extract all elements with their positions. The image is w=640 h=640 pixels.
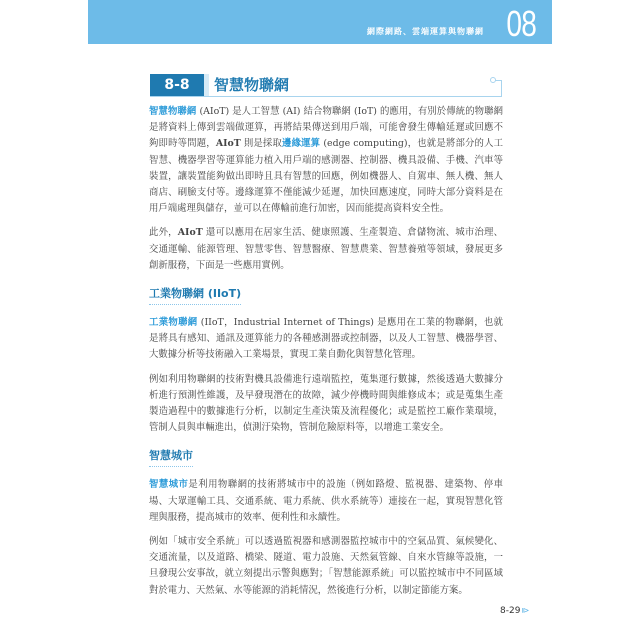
intro-paragraph-2: 此外，AIoT 還可以應用在居家生活、健康照護、生產製造、倉儲物流、城市治理、交通運輸、能源管理、智慧零售、智慧醫療、智慧農業、智慧養殖等領域，發展更多創新服務，下面是一些應用實例。 <box>149 227 503 271</box>
sound-wave-icon: ⧐ <box>521 606 530 615</box>
term-smart-city: 智慧城市 <box>149 479 189 491</box>
page-body <box>149 104 503 607</box>
iiot-paragraph-2: 例如利用物聯網的技術對機具設備進行遠端監控，蒐集運行數據，然後透過大數據分析進行預測性維護，及早發現潛在的故障，減少停機時間與維修成本；或是蒐集生產製造過程中的數據進行分析，以制定生產決策及流程優化；或是監控工廠作業環境，管制人員與車輛進出，偵測汙染物，管制危險原料等，以增進工業安全。 <box>149 373 503 434</box>
section-number: 8-8 <box>150 74 204 96</box>
term-edge-computing: 邊緣運算 <box>282 138 321 150</box>
chapter-number: 08 <box>506 3 536 44</box>
circle-decoration-icon <box>490 77 496 83</box>
term-aiot: 智慧物聯網 <box>149 106 197 117</box>
section-title: 智慧物聯網 <box>214 76 290 94</box>
smart-city-paragraph-2: 例如「城市安全系統」可以透過監視器和感測器監控城市中的空氣品質、氣候變化、交通流量，以及道路、橋梁、隧道、電力設施、天然氣管線、自來水管線等設施，一旦發現公安事故，就立刻提出示警與應對；「智慧能源系統」可以監控城市中不同區域對於電力、天然氣、水等能源的消耗情況，然後進行分析，以制定節能方案。 <box>149 536 503 596</box>
chapter-title: 網際網路、雲端運算與物聯網 <box>367 27 484 36</box>
iiot-paragraph-1: 工業物聯網 (IIoT，Industrial Internet of Things) 是應用在工業的物聯網，也就是將具有感知、通訊及運算能力的各種感測器或控制器，以及人工智慧、機器學習、大數據分析等技術融入工業場景，實現工業自動化與智慧化管理。 <box>149 317 503 361</box>
section-number-shadow <box>204 74 209 96</box>
intro-paragraph-1: 智慧物聯網 (AIoT) 是人工智慧 (AI) 結合物聯網 (IoT) 的應用，有別於傳統的物聯網是將資料上傳到雲端做運算，再將結果傳送到用戶端，可能會發生傳輸延遲或回應不夠即時等問題，AIoT 則是採取邊緣運算 (edge computing)，也就是將部分的人工智慧、機器學習等運算能力植入用戶端的感測器、控制器、機具設備、手機、汽車等裝置，讓裝置能夠做出即時且具有智慧的回應，例如機器人、自駕車、無人機、無人商店、刷臉支付等。邊緣運算不僅能減少延遲，加快回應速度，同時大部分資料是在用戶端處理與儲存，並可以在傳輸前進行加密，因而能提高資料安全性。 <box>149 106 503 215</box>
page-number: 8-29⧐ <box>500 606 530 616</box>
term-iiot: 工業物聯網 <box>149 317 198 329</box>
smart-city-paragraph-1: 智慧城市是利用物聯網的技術將城市中的設施（例如路燈、監視器、建築物、停車場、大眾運輸工具、交通系統、電力系統、供水系統等）連接在一起，實現智慧化管理與服務，提高城市的效率、便利性和永續性。 <box>149 479 503 523</box>
section-heading <box>150 74 502 97</box>
chapter-banner <box>88 0 552 44</box>
subheading-iiot: 工業物聯網 (IIoT) <box>149 286 241 305</box>
subheading-smart-city: 智慧城市 <box>149 448 193 467</box>
